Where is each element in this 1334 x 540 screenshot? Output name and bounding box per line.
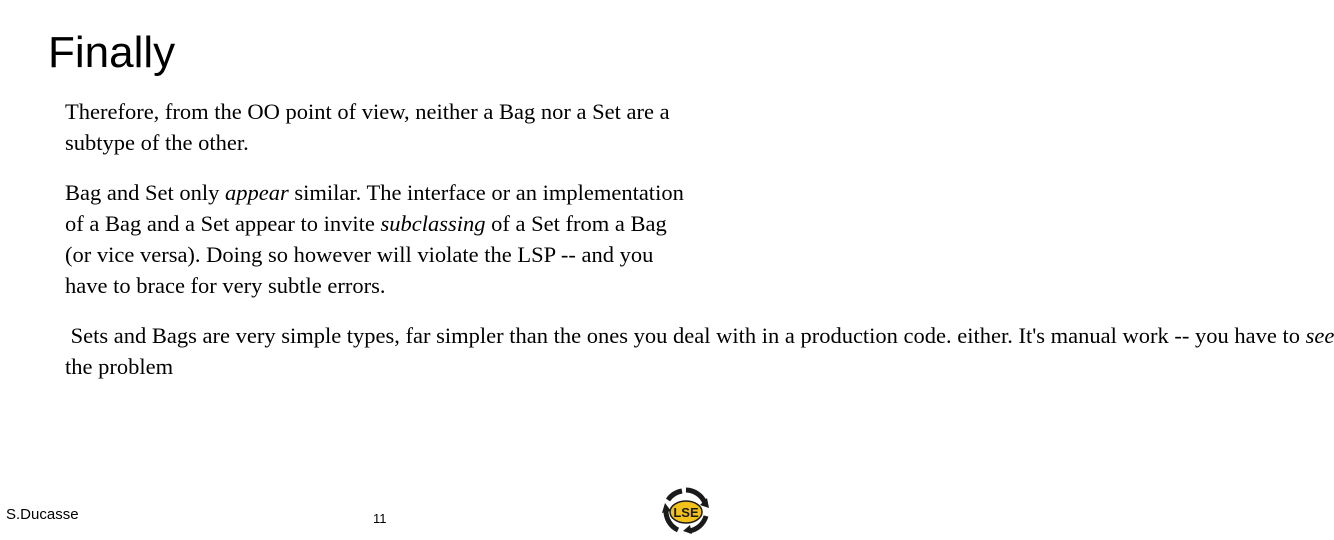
paragraph-2-emphasis-appear: appear: [224, 180, 289, 205]
page-number: 11: [373, 511, 387, 526]
footer-author: S.Ducasse: [6, 506, 79, 523]
paragraph-1-text: Therefore, from the OO point of view, neither a Bag nor a Set are a subtype of the other.: [65, 99, 670, 155]
paragraph-2-text-c: of a Set from a Bag (or vice versa). Doing so however will violate the LSP -- and you have to brace for very subtle errors.: [65, 211, 667, 298]
paragraph-2-emphasis-subclassing: subclassing: [380, 211, 486, 236]
paragraph-2-text-a: Bag and Set only: [65, 180, 225, 205]
lse-logo: [656, 486, 716, 536]
paragraph-3-text-b: the problem: [65, 354, 174, 379]
paragraph-3: [65, 320, 1334, 382]
paragraph-3-text-a: Sets and Bags are very simple types, far simpler than the ones you deal with in a production code. either. It's manual work -- you have to: [65, 323, 1306, 348]
logo-text: LSE: [673, 505, 699, 520]
paragraph-2: [65, 177, 685, 301]
lse-recycle-logo-icon: [656, 486, 716, 536]
paragraph-2-text-b: similar. The interface or an implementation of a Bag and a Set appear to invite: [65, 180, 684, 236]
paragraph-3-emphasis-see: see: [1305, 323, 1334, 348]
paragraph-1: [65, 96, 685, 158]
slide-title: Finally: [48, 28, 176, 77]
slide-body: [65, 96, 1334, 382]
